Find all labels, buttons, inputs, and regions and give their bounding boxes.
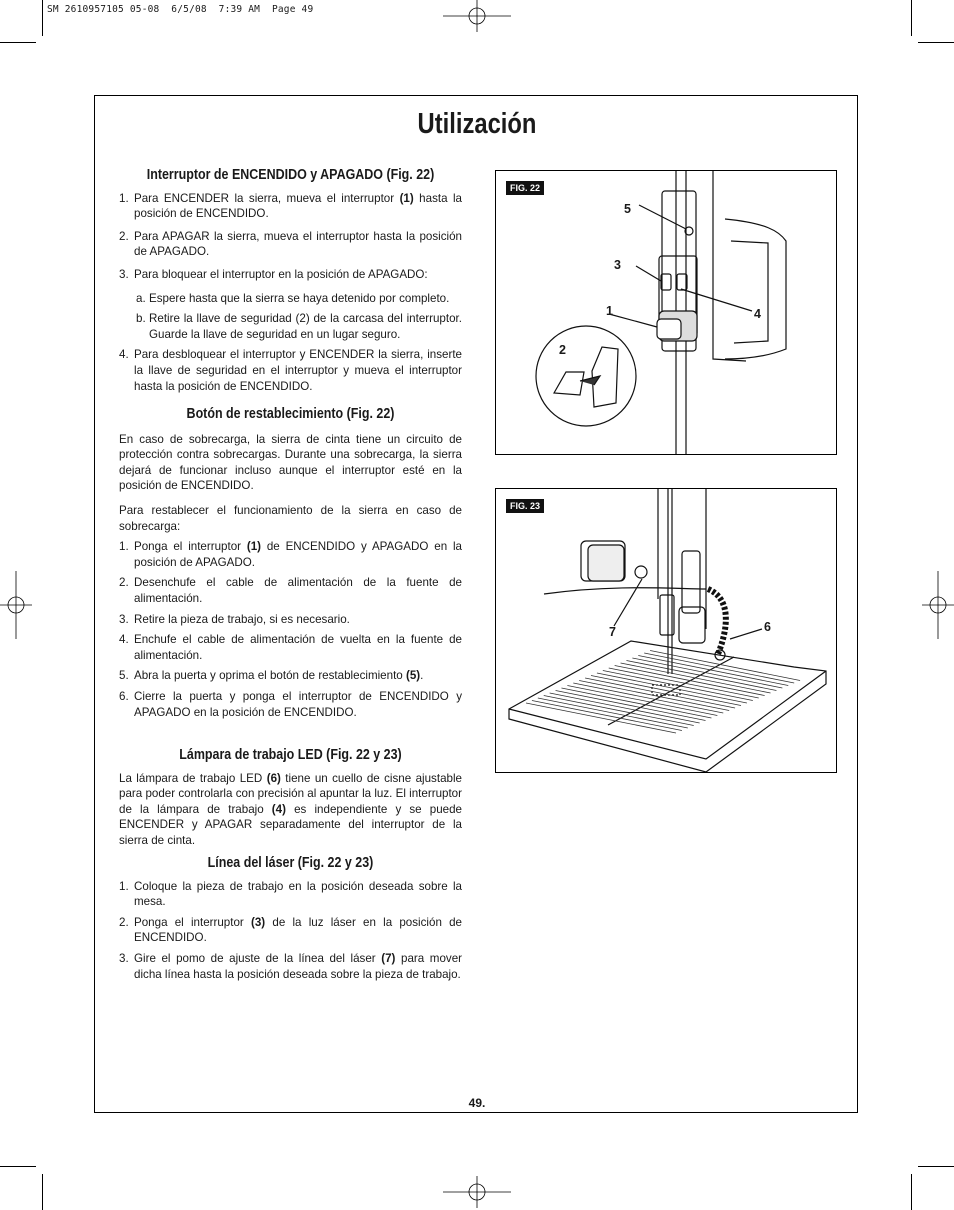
callout-1: 1 [606, 304, 613, 318]
section-heading: Lámpara de trabajo LED (Fig. 22 y 23) [179, 747, 402, 763]
list-item: 6. Cierre la puerta y ponga el interruptor de ENCENDIDO y APAGADO en la posición de ENCENDIDO. [119, 689, 462, 719]
paragraph: La lámpara de trabajo LED (6) tiene un cuello de cisne ajustable para poder controlarla con precisión al apuntar la luz. El interruptor de la lámpara de trabajo (4) es independiente y se puede ENCENDER y APAGAR separadamente del interruptor de la sierra de cinta. [119, 771, 462, 847]
callout-3: 3 [614, 258, 621, 272]
list-item: 4. Para desbloquear el interruptor y ENCENDER la sierra, inserte la llave de seguridad en el interruptor y mueva el interruptor hasta la posición de ENCENDIDO. [119, 348, 462, 393]
figure-23 [495, 488, 837, 773]
list-item: 3. Para bloquear el interruptor en la posición de APAGADO: [119, 267, 428, 281]
switch-illustration [496, 171, 836, 454]
list-item: 2. Para APAGAR la sierra, mueva el interruptor hasta la posición de APAGADO. [119, 229, 462, 259]
callout-7: 7 [609, 625, 616, 639]
section-laser [119, 856, 462, 982]
list-item: a. Espere hasta que la sierra se haya detenido por completo. [136, 291, 450, 305]
list-item: 2. Ponga el interruptor (3) de la luz láser en la posición de ENCENDIDO. [119, 915, 462, 945]
print-slug: SM 2610957105 05-08 6/5/08 7:39 AM Page 49 [47, 4, 314, 15]
page-title: Utilización [417, 108, 537, 140]
figure-22 [495, 170, 837, 455]
section-led-lamp [119, 748, 462, 849]
list-item: 2. Desenchufe el cable de alimentación de la fuente de alimentación. [119, 576, 462, 605]
page-number: 49. [468, 1096, 486, 1110]
figure-tag: FIG. 23 [506, 499, 544, 513]
list-item: 1. Coloque la pieza de trabajo en la posición deseada sobre la mesa. [119, 879, 462, 909]
list-item: b. Retire la llave de seguridad (2) de la carcasa del interruptor. Guarde la llave de seguridad en un lugar seguro. [136, 312, 462, 341]
figure-tag: FIG. 22 [506, 181, 544, 195]
list-item: 4. Enchufe el cable de alimentación de vuelta en la fuente de alimentación. [119, 633, 462, 662]
list-item: 3. Retire la pieza de trabajo, si es necesario. [119, 612, 350, 626]
paragraph: En caso de sobrecarga, la sierra de cinta tiene un circuito de protección contra sobrecargas. Durante una sobrecarga, la sierra dejará de funcionar incluso aunque el interruptor esté en la posición de ENCENDIDO. [119, 432, 462, 493]
bandsaw-table-illustration [496, 489, 836, 772]
section-switch [119, 168, 462, 394]
section-heading: Línea del láser (Fig. 22 y 23) [207, 855, 374, 871]
paragraph: Para restablecer el funcionamiento de la sierra en caso de sobrecarga: [119, 503, 462, 533]
list-item: 5. Abra la puerta y oprima el botón de restablecimiento (5). [119, 669, 424, 683]
list-item: 1. Para ENCENDER la sierra, mueva el interruptor (1) hasta la posición de ENCENDIDO. [119, 191, 463, 221]
section-heading: Interruptor de ENCENDIDO y APAGADO (Fig. 22) [146, 167, 435, 183]
callout-4: 4 [754, 307, 761, 321]
section-heading: Botón de restablecimiento (Fig. 22) [186, 406, 395, 422]
section-reset [119, 407, 462, 720]
callout-6: 6 [764, 620, 771, 634]
list-item: 3. Gire el pomo de ajuste de la línea del láser (7) para mover dicha línea hasta la posición deseada sobre la pieza de trabajo. [119, 951, 463, 981]
callout-2: 2 [559, 343, 566, 357]
list-item: 1. Ponga el interruptor (1) de ENCENDIDO y APAGADO en la posición de APAGADO. [119, 540, 462, 569]
callout-5: 5 [624, 202, 631, 216]
